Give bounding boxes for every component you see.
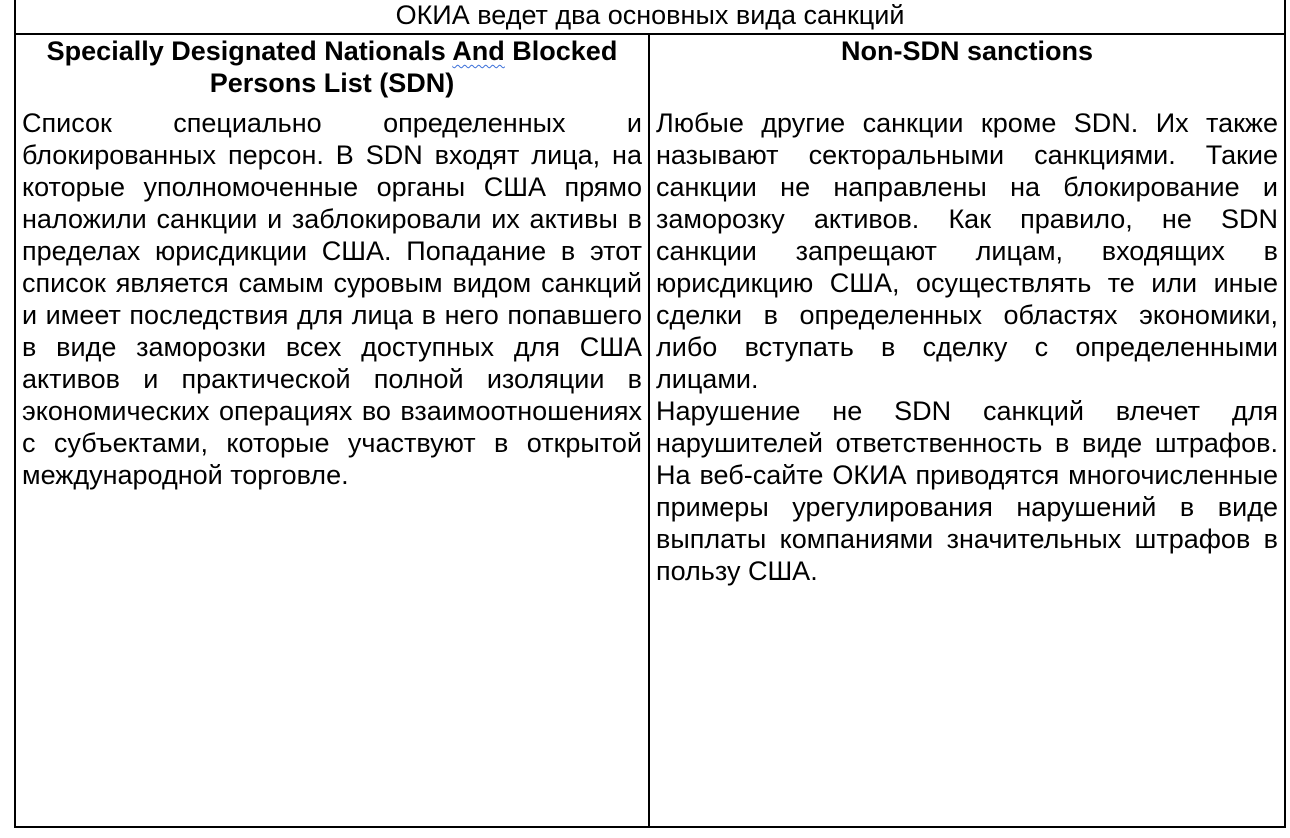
heading-row: [15, 34, 1285, 107]
sdn-heading: [15, 34, 649, 107]
non-sdn-description-1: Любые другие санкции кроме SDN. Их также называют секторальными санкциями. Такие санкции не направлены на блокирование и заморозку активов. Как правило, не SDN санкции запрещают лицам, входящих в юрисдикцию США, осуществлять те или иные сделки в определенных областях экономики, либо вступать в сделку с определенными лицами.: [656, 108, 1278, 394]
table-title: ОКИА ведет два основных вида санкций: [15, 0, 1285, 34]
sdn-description-cell: [15, 107, 649, 827]
sdn-heading-part-1: Specially Designated Nationals: [46, 36, 453, 66]
sdn-description: Список специально определенных и блокированных персон. В SDN входят лица, на которые уполномоченные органы США прямо наложили санкции и заблокировали их активы в пределах юрисдикции США. Попадание в этот список является самым суровым видом санкций и имеет последствия для лица в него попавшего в виде заморозки всех доступных для США активов и практической полной изоляции в экономических операциях во взаимоотношениях с субъектами, которые участвуют в открытой международной торговле.: [22, 108, 642, 490]
sdn-heading-part-2: Blocked Persons List (SDN): [209, 36, 618, 98]
spellcheck-marked-word: And: [452, 36, 505, 66]
title-row: [15, 0, 1285, 34]
non-sdn-description-cell: [649, 107, 1285, 827]
sanctions-table: [14, 0, 1286, 828]
non-sdn-heading: Non-SDN sanctions: [649, 34, 1285, 107]
body-row: [15, 107, 1285, 827]
non-sdn-description-2: Нарушение не SDN санкций влечет для нарушителей ответственность в виде штрафов. На веб-сайте ОКИА приводятся многочисленные примеры урегулирования нарушений в виде выплаты компаниями значительных штрафов в пользу США.: [656, 396, 1278, 586]
